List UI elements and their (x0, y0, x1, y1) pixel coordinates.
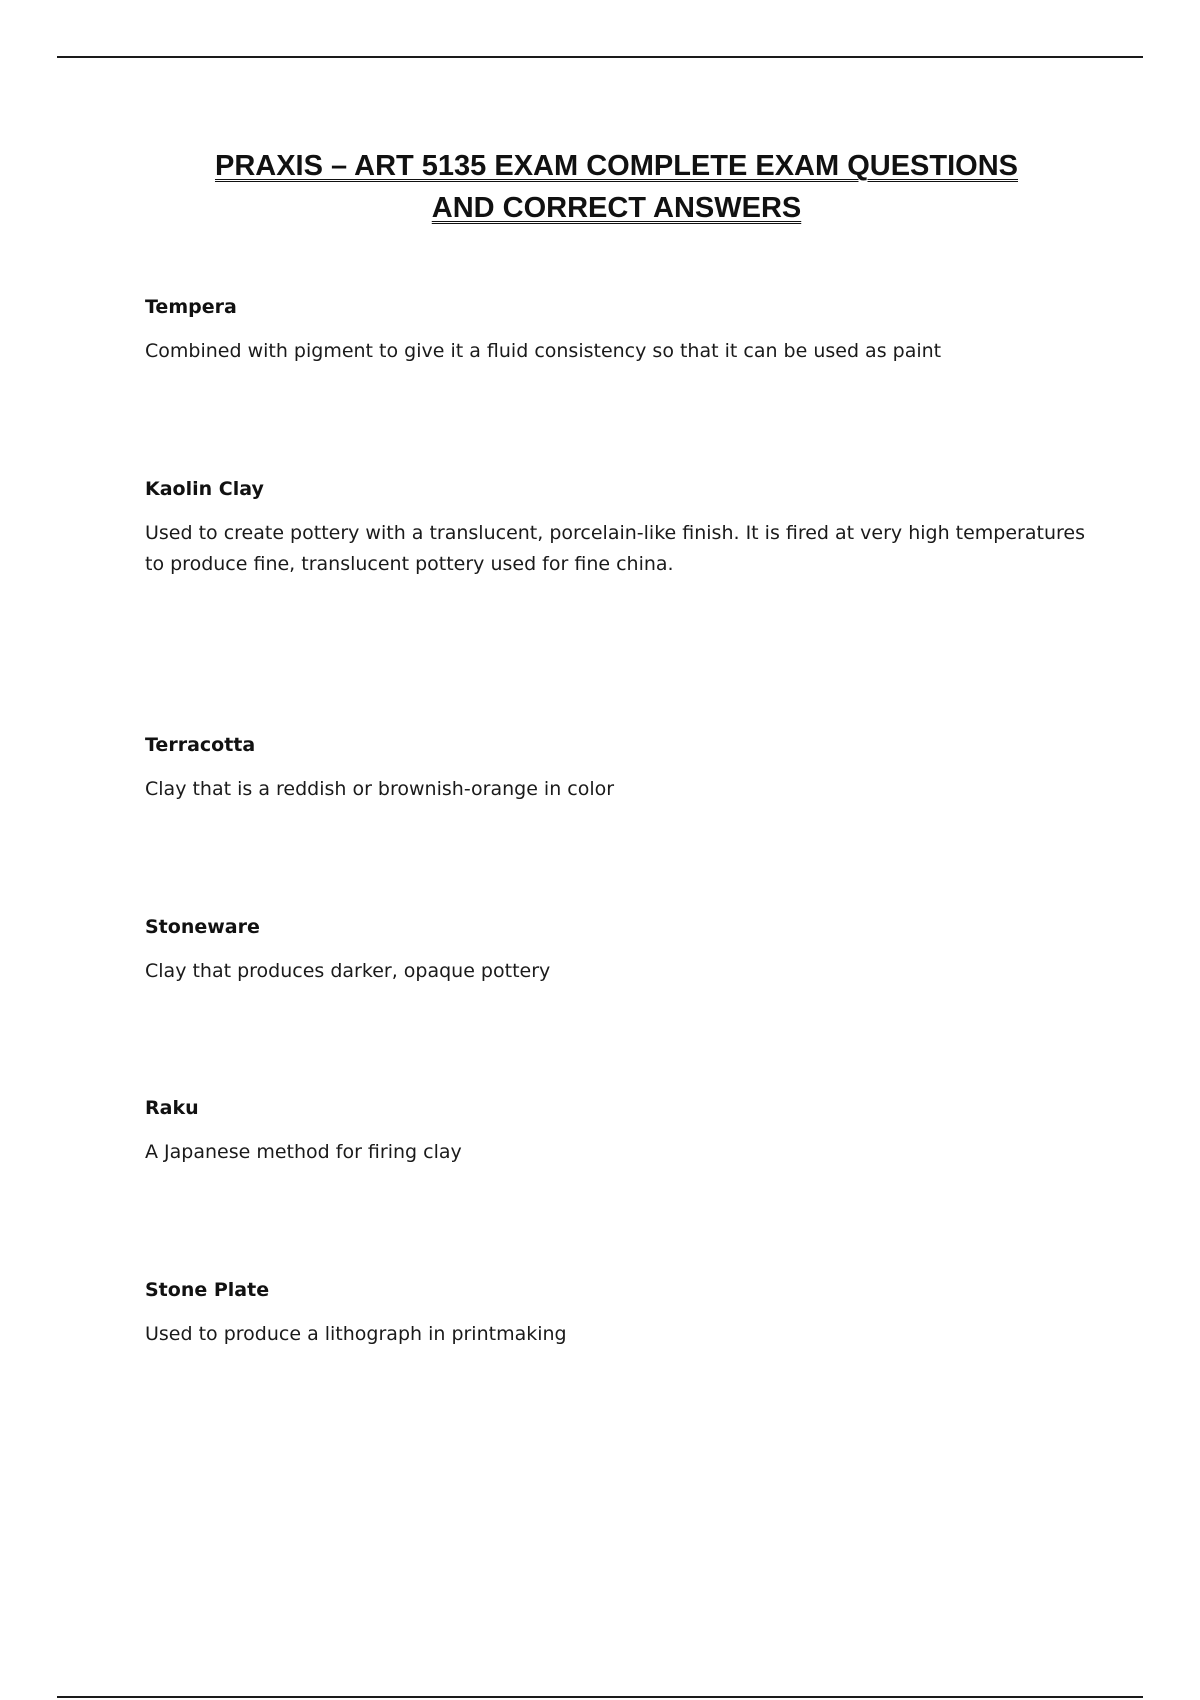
entry-tempera (145, 295, 1085, 367)
entry-term: Terracotta (145, 734, 256, 756)
entry-definition: Clay that is a reddish or brownish-orange in color (145, 778, 615, 800)
footer-rule (57, 1696, 1143, 1698)
entry-stone-plate (145, 1278, 1085, 1350)
page-title-line-2: AND CORRECT ANSWERS (431, 192, 802, 224)
entry-term: Tempera (145, 296, 237, 318)
entry-terracotta (145, 733, 1085, 805)
entry-raku (145, 1096, 1085, 1168)
entry-definition: Used to create pottery with a translucent, porcelain-like finish. It is fired at very high temperatures to produce fine, translucent pottery used for fine china. (145, 522, 1085, 575)
entry-definition: Combined with pigment to give it a fluid consistency so that it can be used as paint (145, 340, 942, 362)
entry-definition: Used to produce a lithograph in printmaking (145, 1323, 567, 1345)
entry-term: Stone Plate (145, 1279, 270, 1301)
entry-definition: Clay that produces darker, opaque pottery (145, 960, 551, 982)
entry-definition: A Japanese method for firing clay (145, 1141, 462, 1163)
entry-kaolin-clay (145, 477, 1085, 580)
page-title-line-1: PRAXIS – ART 5135 EXAM COMPLETE EXAM QUESTIONS (214, 150, 1019, 182)
page-title (120, 145, 1113, 229)
header-rule (57, 56, 1143, 58)
entry-term: Raku (145, 1097, 199, 1119)
entry-stoneware (145, 915, 1085, 987)
entry-term: Kaolin Clay (145, 478, 264, 500)
entry-term: Stoneware (145, 916, 260, 938)
